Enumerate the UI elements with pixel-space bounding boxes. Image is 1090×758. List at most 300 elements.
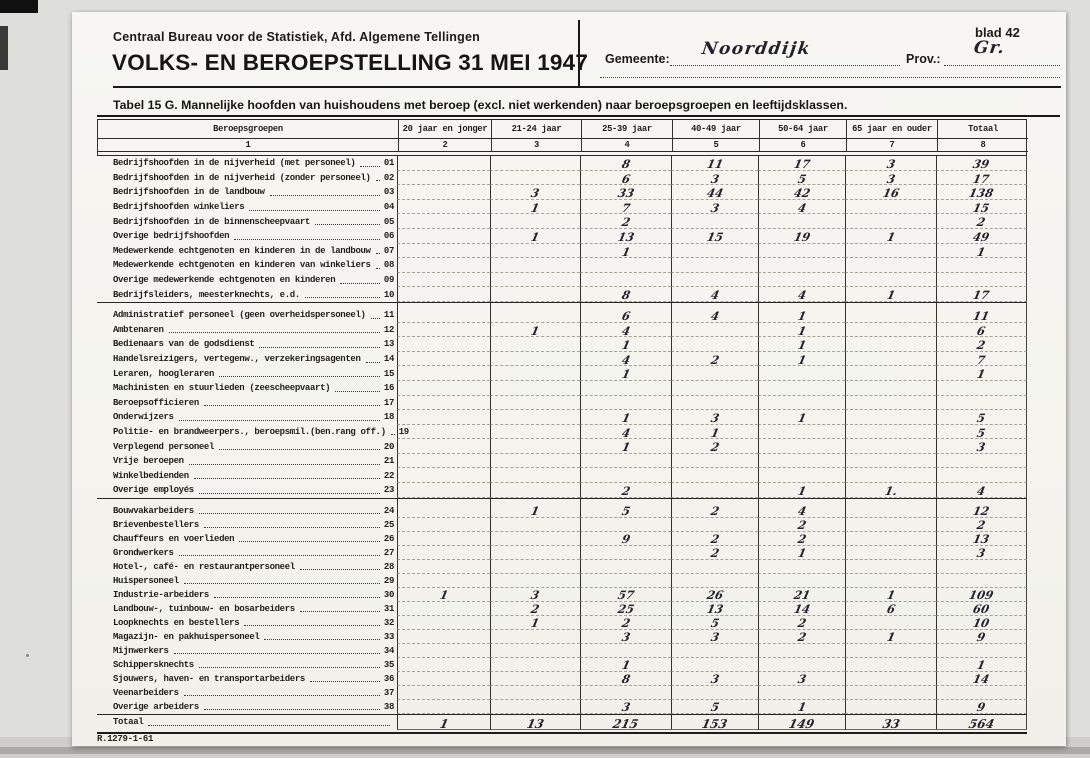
table-row <box>97 686 1027 700</box>
handwritten-value: 12 <box>972 504 992 519</box>
leader-dots <box>199 659 380 668</box>
row-label: Leraren, hoogleraren <box>113 368 215 379</box>
data-cell <box>758 337 845 352</box>
row-label: Loopknechts en bestellers <box>113 617 240 628</box>
row-number: 07 <box>383 245 394 256</box>
row-number: 17 <box>383 397 394 408</box>
handwritten-total: 215 <box>611 716 641 731</box>
table-row <box>97 352 1027 367</box>
data-cell <box>936 425 1027 440</box>
row-label-cell <box>97 686 397 700</box>
row-number: 13 <box>383 339 394 350</box>
data-cell <box>758 468 845 483</box>
handwritten-value: 3 <box>976 440 988 455</box>
data-cell <box>397 483 490 498</box>
page-title: VOLKS- EN BEROEPSTELLING 31 MEI 1947 <box>112 50 589 75</box>
data-cell <box>490 602 580 616</box>
data-cell <box>758 588 845 602</box>
row-label-cell <box>97 244 397 259</box>
data-cell <box>936 504 1027 518</box>
data-cell <box>671 468 758 483</box>
row-label: Overige bedrijfshoofden <box>113 231 230 242</box>
table-body <box>97 156 1027 714</box>
row-label-cell <box>97 532 397 546</box>
handwritten-value: 33 <box>616 186 636 201</box>
column-number: 8 <box>937 139 1028 152</box>
data-cell <box>490 258 580 273</box>
data-cell <box>490 658 580 672</box>
data-cell <box>397 381 490 396</box>
row-label: Bedrijfshoofden winkeliers <box>113 202 245 213</box>
column-header: Totaal <box>937 120 1028 139</box>
leader-dots <box>391 426 395 435</box>
data-cell <box>580 229 671 244</box>
caption-rule <box>97 115 1060 117</box>
data-cell <box>580 214 671 229</box>
data-cell <box>580 337 671 352</box>
data-cell <box>671 644 758 658</box>
column-number: 7 <box>846 139 937 152</box>
data-cell <box>845 546 936 560</box>
data-cell <box>490 308 580 323</box>
data-cell <box>580 672 671 686</box>
data-cell <box>845 410 936 425</box>
table-row <box>97 171 1027 186</box>
data-cell <box>397 185 490 200</box>
handwritten-value: 1 <box>796 338 808 353</box>
total-cell <box>580 715 671 730</box>
handwritten-value: 15 <box>705 230 725 245</box>
handwritten-total: 13 <box>525 716 546 731</box>
data-cell <box>845 518 936 532</box>
data-cell <box>490 273 580 288</box>
handwritten-value: 1 <box>796 700 808 715</box>
row-label: Medewerkende echtgenoten en kinderen in de landbouw <box>113 245 371 256</box>
row-number: 28 <box>383 561 394 572</box>
row-label: Bedrijfshoofden in de nijverheid (zonder personeel) <box>113 172 371 183</box>
data-cell <box>580 396 671 411</box>
row-number: 31 <box>383 603 394 614</box>
data-cell <box>671 214 758 229</box>
row-label-cell <box>97 258 397 273</box>
row-number: 08 <box>383 260 394 271</box>
row-number: 21 <box>383 456 394 467</box>
handwritten-value: 3 <box>885 157 897 172</box>
dotted-rule <box>600 67 1060 78</box>
column-header: Beroepsgroepen <box>98 120 398 139</box>
leader-dots <box>194 470 380 479</box>
census-table <box>97 119 1027 734</box>
handwritten-value: 2 <box>620 484 632 499</box>
leader-dots <box>169 324 380 333</box>
table-row <box>97 532 1027 546</box>
data-cell <box>758 410 845 425</box>
row-label-cell <box>97 518 397 532</box>
handwritten-value: 49 <box>972 230 992 245</box>
total-cell <box>490 715 580 730</box>
data-cell <box>758 658 845 672</box>
total-cell <box>936 715 1027 730</box>
row-label-cell <box>97 700 397 714</box>
paper-sheet <box>72 12 1066 746</box>
leader-dots <box>199 485 380 494</box>
row-label: Administratief personeel (geen overheidspersoneel) <box>113 310 366 321</box>
data-cell <box>671 273 758 288</box>
row-label-cell <box>97 546 397 560</box>
table-row <box>97 454 1027 469</box>
data-cell <box>490 229 580 244</box>
data-cell <box>580 273 671 288</box>
row-label-cell <box>97 287 397 302</box>
handwritten-value: 3 <box>709 672 721 687</box>
data-cell <box>397 439 490 454</box>
handwritten-value: 1 <box>620 367 632 382</box>
row-label-cell <box>97 483 397 498</box>
data-cell <box>671 518 758 532</box>
data-cell <box>490 337 580 352</box>
data-cell <box>580 156 671 171</box>
data-cell <box>490 381 580 396</box>
handwritten-value: 1 <box>796 323 808 338</box>
handwritten-value: 1 <box>796 484 808 499</box>
table-row <box>97 366 1027 381</box>
data-cell <box>490 200 580 215</box>
data-cell <box>580 185 671 200</box>
data-cell <box>580 244 671 259</box>
handwritten-value: 2 <box>796 518 808 533</box>
handwritten-value: 5 <box>620 504 632 519</box>
row-number: 34 <box>383 645 394 656</box>
table-row <box>97 156 1027 171</box>
data-cell <box>397 171 490 186</box>
data-cell <box>936 381 1027 396</box>
total-label: Totaal <box>113 717 144 728</box>
row-label-cell <box>97 381 397 396</box>
data-cell <box>397 366 490 381</box>
leader-dots <box>184 687 380 696</box>
leader-dots <box>310 673 380 682</box>
handwritten-value: 1 <box>530 616 542 631</box>
handwritten-value: 1 <box>885 288 897 303</box>
data-cell <box>397 616 490 630</box>
data-cell <box>580 200 671 215</box>
data-cell <box>397 425 490 440</box>
row-label: Chauffeurs en voerlieden <box>113 533 235 544</box>
column-header: 50-64 jaar <box>759 120 846 139</box>
handwritten-value: 3 <box>620 700 632 715</box>
data-cell <box>580 483 671 498</box>
data-cell <box>845 200 936 215</box>
data-cell <box>490 616 580 630</box>
data-cell <box>397 686 490 700</box>
row-group-3 <box>97 504 1027 714</box>
data-cell <box>490 323 580 338</box>
data-cell <box>671 323 758 338</box>
handwritten-total: 1 <box>438 716 450 731</box>
data-cell <box>936 273 1027 288</box>
table-row <box>97 630 1027 644</box>
data-cell <box>671 574 758 588</box>
row-number: 26 <box>383 533 394 544</box>
data-cell <box>580 532 671 546</box>
data-cell <box>671 560 758 574</box>
data-cell <box>397 630 490 644</box>
data-cell <box>845 214 936 229</box>
row-number: 25 <box>383 519 394 530</box>
data-cell <box>490 483 580 498</box>
handwritten-value: 1 <box>620 411 632 426</box>
data-cell <box>397 574 490 588</box>
table-row <box>97 323 1027 338</box>
data-cell <box>845 532 936 546</box>
data-cell <box>397 658 490 672</box>
data-cell <box>845 337 936 352</box>
data-cell <box>580 574 671 588</box>
handwritten-value: 4 <box>709 309 721 324</box>
row-number: 11 <box>383 310 394 321</box>
row-label: Medewerkende echtgenoten en kinderen van winkeliers <box>113 260 371 271</box>
table-row <box>97 644 1027 658</box>
data-cell <box>758 214 845 229</box>
row-number: 20 <box>383 441 394 452</box>
handwritten-value: 3 <box>709 630 721 645</box>
data-cell <box>490 439 580 454</box>
data-cell <box>397 258 490 273</box>
row-label-cell <box>97 588 397 602</box>
handwritten-value: 1 <box>620 244 632 259</box>
table-row <box>97 337 1027 352</box>
data-cell <box>758 560 845 574</box>
gemeente-handwritten-value: Noorddijk <box>700 39 813 59</box>
table-row <box>97 468 1027 483</box>
data-cell <box>397 229 490 244</box>
handwritten-value: 2 <box>709 504 721 519</box>
leader-dots <box>189 456 380 465</box>
data-cell <box>936 468 1027 483</box>
handwritten-value: 10 <box>972 616 992 631</box>
row-label: Overige arbeiders <box>113 701 199 712</box>
row-label: Onderwijzers <box>113 412 174 423</box>
data-cell <box>845 323 936 338</box>
leader-dots <box>179 547 380 556</box>
handwritten-value: 2 <box>530 602 542 617</box>
data-cell <box>845 560 936 574</box>
data-cell <box>671 287 758 302</box>
data-cell <box>758 700 845 714</box>
leader-dots <box>239 533 380 542</box>
data-cell <box>758 229 845 244</box>
handwritten-value: 1 <box>796 411 808 426</box>
data-cell <box>490 532 580 546</box>
data-cell <box>845 396 936 411</box>
data-cell <box>671 532 758 546</box>
handwritten-value: 3 <box>620 630 632 645</box>
leader-dots <box>204 397 380 406</box>
data-cell <box>936 700 1027 714</box>
handwritten-value: 8 <box>620 288 632 303</box>
data-cell <box>758 185 845 200</box>
row-number: 16 <box>383 383 394 394</box>
handwritten-value: 13 <box>616 230 636 245</box>
data-cell <box>758 244 845 259</box>
data-cell <box>671 352 758 367</box>
handwritten-value: 11 <box>972 309 992 324</box>
data-cell <box>845 273 936 288</box>
table-row <box>97 381 1027 396</box>
data-cell <box>671 185 758 200</box>
row-number: 22 <box>383 470 394 481</box>
data-cell <box>671 244 758 259</box>
sheet-number: blad 42 <box>975 25 1020 40</box>
handwritten-value: 3 <box>530 186 542 201</box>
handwritten-value: 2 <box>709 440 721 455</box>
row-label: Overige medewerkende echtgenoten en kinderen <box>113 275 336 286</box>
data-cell <box>845 574 936 588</box>
table-row <box>97 560 1027 574</box>
row-number: 24 <box>383 505 394 516</box>
data-cell <box>490 352 580 367</box>
leader-dots <box>376 245 380 254</box>
handwritten-value: 19 <box>792 230 812 245</box>
data-cell <box>580 410 671 425</box>
data-cell <box>671 483 758 498</box>
row-label: Veenarbeiders <box>113 687 179 698</box>
handwritten-value: 14 <box>972 672 992 687</box>
data-cell <box>397 273 490 288</box>
data-cell <box>580 630 671 644</box>
data-cell <box>397 156 490 171</box>
data-cell <box>490 214 580 229</box>
handwritten-value: 2 <box>976 338 988 353</box>
data-cell <box>936 229 1027 244</box>
data-cell <box>936 410 1027 425</box>
data-cell <box>397 337 490 352</box>
data-cell <box>845 308 936 323</box>
data-cell <box>580 439 671 454</box>
data-cell <box>758 308 845 323</box>
table-row <box>97 658 1027 672</box>
scan-artifact-dot <box>26 654 29 657</box>
data-cell <box>936 574 1027 588</box>
column-header: 21-24 jaar <box>491 120 581 139</box>
data-cell <box>580 686 671 700</box>
data-cell <box>936 658 1027 672</box>
handwritten-total: 153 <box>700 716 730 731</box>
gemeente-label: Gemeente: <box>605 52 670 66</box>
handwritten-value: 5 <box>976 411 988 426</box>
row-label: Landbouw-, tuinbouw- en bosarbeiders <box>113 603 295 614</box>
row-number: 15 <box>383 368 394 379</box>
data-cell <box>490 588 580 602</box>
handwritten-value: 3 <box>709 411 721 426</box>
row-number: 02 <box>383 172 394 183</box>
data-cell <box>490 518 580 532</box>
leader-dots <box>305 289 380 298</box>
handwritten-value: 1 <box>885 230 897 245</box>
data-cell <box>758 616 845 630</box>
table-row <box>97 518 1027 532</box>
data-cell <box>936 439 1027 454</box>
table-row <box>97 258 1027 273</box>
handwritten-value: 6 <box>885 602 897 617</box>
handwritten-value: 1 <box>530 323 542 338</box>
table-row <box>97 504 1027 518</box>
row-number: 30 <box>383 589 394 600</box>
row-number: 14 <box>383 354 394 365</box>
data-cell <box>671 602 758 616</box>
row-label-cell <box>97 366 397 381</box>
data-cell <box>936 546 1027 560</box>
form-code: R.1279-1-61 <box>97 734 154 744</box>
row-number: 23 <box>383 485 394 496</box>
data-cell <box>671 171 758 186</box>
handwritten-value: 13 <box>705 602 725 617</box>
data-cell <box>936 672 1027 686</box>
row-number: 06 <box>383 231 394 242</box>
data-cell <box>936 644 1027 658</box>
handwritten-value: 17 <box>972 288 992 303</box>
handwritten-value: 1 <box>530 230 542 245</box>
scan-artifact-corner <box>0 0 38 13</box>
data-cell <box>671 588 758 602</box>
data-cell <box>758 156 845 171</box>
row-number: 03 <box>383 187 394 198</box>
data-cell <box>936 366 1027 381</box>
row-number: 09 <box>383 275 394 286</box>
data-cell <box>936 214 1027 229</box>
column-number: 4 <box>581 139 672 152</box>
data-cell <box>580 700 671 714</box>
row-number: 35 <box>383 659 394 670</box>
handwritten-value: 1 <box>796 546 808 561</box>
leader-dots <box>360 158 379 167</box>
data-cell <box>671 258 758 273</box>
handwritten-value: 109 <box>968 588 996 603</box>
data-cell <box>671 425 758 440</box>
data-cell <box>758 672 845 686</box>
handwritten-value: 3 <box>709 171 721 186</box>
leader-dots <box>259 339 379 348</box>
handwritten-value: 5 <box>796 171 808 186</box>
handwritten-value: 4 <box>620 323 632 338</box>
leader-dots <box>376 260 380 269</box>
data-cell <box>671 156 758 171</box>
data-cell <box>936 156 1027 171</box>
data-cell <box>490 686 580 700</box>
column-header: 40-49 jaar <box>672 120 759 139</box>
data-cell <box>671 504 758 518</box>
column-number: 6 <box>759 139 846 152</box>
row-number: 12 <box>383 324 394 335</box>
table-row <box>97 439 1027 454</box>
row-label-cell <box>97 468 397 483</box>
column-header: 65 jaar en ouder <box>846 120 937 139</box>
row-label: Politie- en brandweerpers., beroepsmil.(ben.rang off.) <box>113 426 386 437</box>
handwritten-value: 17 <box>972 171 992 186</box>
column-header: 20 jaar en jonger <box>398 120 491 139</box>
row-group-1 <box>97 156 1027 302</box>
handwritten-value: 1 <box>438 588 450 603</box>
column-number: 3 <box>491 139 581 152</box>
data-cell <box>936 352 1027 367</box>
leader-dots <box>366 354 380 363</box>
handwritten-value: 1 <box>620 338 632 353</box>
handwritten-value: 44 <box>705 186 725 201</box>
column-number: 2 <box>398 139 491 152</box>
handwritten-value: 2 <box>796 532 808 547</box>
row-label-cell <box>97 425 409 440</box>
row-label: Verplegend personeel <box>113 441 215 452</box>
